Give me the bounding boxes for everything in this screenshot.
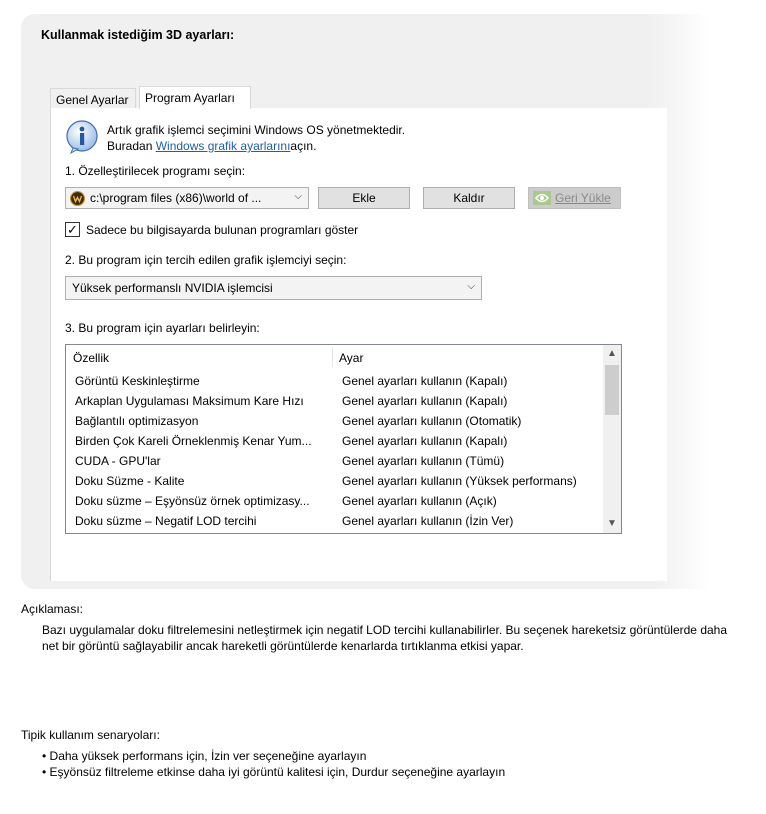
column-header-feature[interactable]: Özellik <box>73 351 110 365</box>
table-row[interactable] <box>66 471 596 491</box>
scroll-down-arrow-icon[interactable]: ▼ <box>607 518 617 529</box>
table-row[interactable] <box>66 391 596 411</box>
row-feature: Doku süzme – Eşyönsüz örnek optimizasy... <box>75 494 310 508</box>
chevron-down-icon: ⌵ <box>294 191 302 202</box>
restore-button[interactable] <box>528 187 621 209</box>
step1-label: 1. Özelleştirilecek programı seçin: <box>65 164 246 178</box>
table-row[interactable] <box>66 371 596 391</box>
row-feature: Görüntü Keskinleştirme <box>75 374 200 388</box>
table-row[interactable] <box>66 431 596 451</box>
gpu-select-value: Yüksek performanslı NVIDIA işlemcisi <box>72 281 273 295</box>
row-feature: Birden Çok Kareli Örneklenmiş Kenar Yum... <box>75 434 312 448</box>
scroll-up-arrow-icon[interactable]: ▲ <box>607 348 617 359</box>
column-separator[interactable] <box>332 347 333 367</box>
table-row[interactable] <box>66 411 596 431</box>
step2-label: 2. Bu program için tercih edilen grafik işlemciyi seçin: <box>65 253 347 267</box>
row-feature: Doku süzme – Negatif LOD tercihi <box>75 514 257 528</box>
table-row[interactable] <box>66 451 596 471</box>
row-setting: Genel ayarları kullanın (Kapalı) <box>342 434 508 448</box>
remove-button[interactable]: Kaldır <box>423 187 515 209</box>
program-select[interactable] <box>65 187 309 209</box>
row-setting: Genel ayarları kullanın (Açık) <box>342 494 497 508</box>
info-line-1: Artık grafik işlemci seçimini Windows OS yönetmektedir. <box>107 123 406 137</box>
info-text <box>107 122 405 154</box>
usage-item: • Eşyönsüz filtreleme etkinse daha iyi görüntü kalitesi için, Durdur seçeneğine ayarlayın <box>42 764 505 780</box>
row-setting: Genel ayarları kullanın (İzin Ver) <box>342 514 514 528</box>
usage-item: • Daha yüksek performans için, İzin ver seçeneğine ayarlayın <box>42 748 505 764</box>
row-setting: Genel ayarları kullanın (Kapalı) <box>342 394 508 408</box>
row-feature: Doku Süzme - Kalite <box>75 474 185 488</box>
description-text: Bazı uygulamalar doku filtrelemesini netleştirmek için negatif LOD tercihi kullanabilirler. Bu seçenek hareketsiz görüntülerde daha net bir görüntü sağlayabilir ancak hareketli görüntülerde kenarlarda tırtıklanma etkisi yapar. <box>42 623 728 653</box>
info-line-2-suffix: açın. <box>290 139 317 153</box>
table-row[interactable] <box>66 511 596 531</box>
row-feature: Arkaplan Uygulaması Maksimum Kare Hızı <box>75 394 304 408</box>
restore-button-label: Geri Yükle <box>555 191 611 205</box>
description-title: Açıklaması: <box>21 602 84 616</box>
usage-title: Tipik kullanım senaryoları: <box>21 728 160 742</box>
row-setting: Genel ayarları kullanın (Yüksek performans) <box>342 474 577 488</box>
panel-title: Kullanmak istediğim 3D ayarları: <box>41 28 235 42</box>
program-settings-content <box>50 108 667 581</box>
table-scrollbar[interactable] <box>603 345 621 533</box>
info-icon <box>65 120 99 154</box>
info-line-2-prefix: Buradan <box>107 139 156 153</box>
show-local-programs-checkbox[interactable]: ✓ <box>65 222 80 237</box>
tab-program-settings[interactable]: Program Ayarları <box>139 86 251 109</box>
wow-icon <box>70 191 85 206</box>
settings-panel <box>21 14 711 589</box>
row-setting: Genel ayarları kullanın (Otomatik) <box>342 414 522 428</box>
column-header-setting[interactable]: Ayar <box>339 351 364 365</box>
usage-list <box>42 748 505 780</box>
gpu-select[interactable] <box>65 276 482 300</box>
scrollbar-thumb[interactable] <box>605 365 619 415</box>
row-setting: Genel ayarları kullanın (Tümü) <box>342 454 505 468</box>
show-local-programs-label[interactable]: Sadece bu bilgisayarda bulunan programları göster <box>86 223 359 237</box>
row-setting: Genel ayarları kullanın (Kapalı) <box>342 374 508 388</box>
windows-graphics-settings-link[interactable]: Windows grafik ayarlarını <box>155 139 291 153</box>
chevron-down-icon: ⌵ <box>467 281 475 292</box>
add-button[interactable]: Ekle <box>318 187 410 209</box>
table-row[interactable] <box>66 491 596 511</box>
tab-general-settings[interactable]: Genel Ayarlar <box>50 88 136 109</box>
step3-label: 3. Bu program için ayarları belirleyin: <box>65 321 260 335</box>
settings-table <box>65 344 622 534</box>
nvidia-icon <box>533 191 551 205</box>
row-feature: CUDA - GPU'lar <box>75 454 161 468</box>
program-select-value: c:\program files (x86)\world of ... <box>90 191 262 205</box>
row-feature: Bağlantılı optimizasyon <box>75 414 199 428</box>
info-line-2 <box>107 138 405 154</box>
